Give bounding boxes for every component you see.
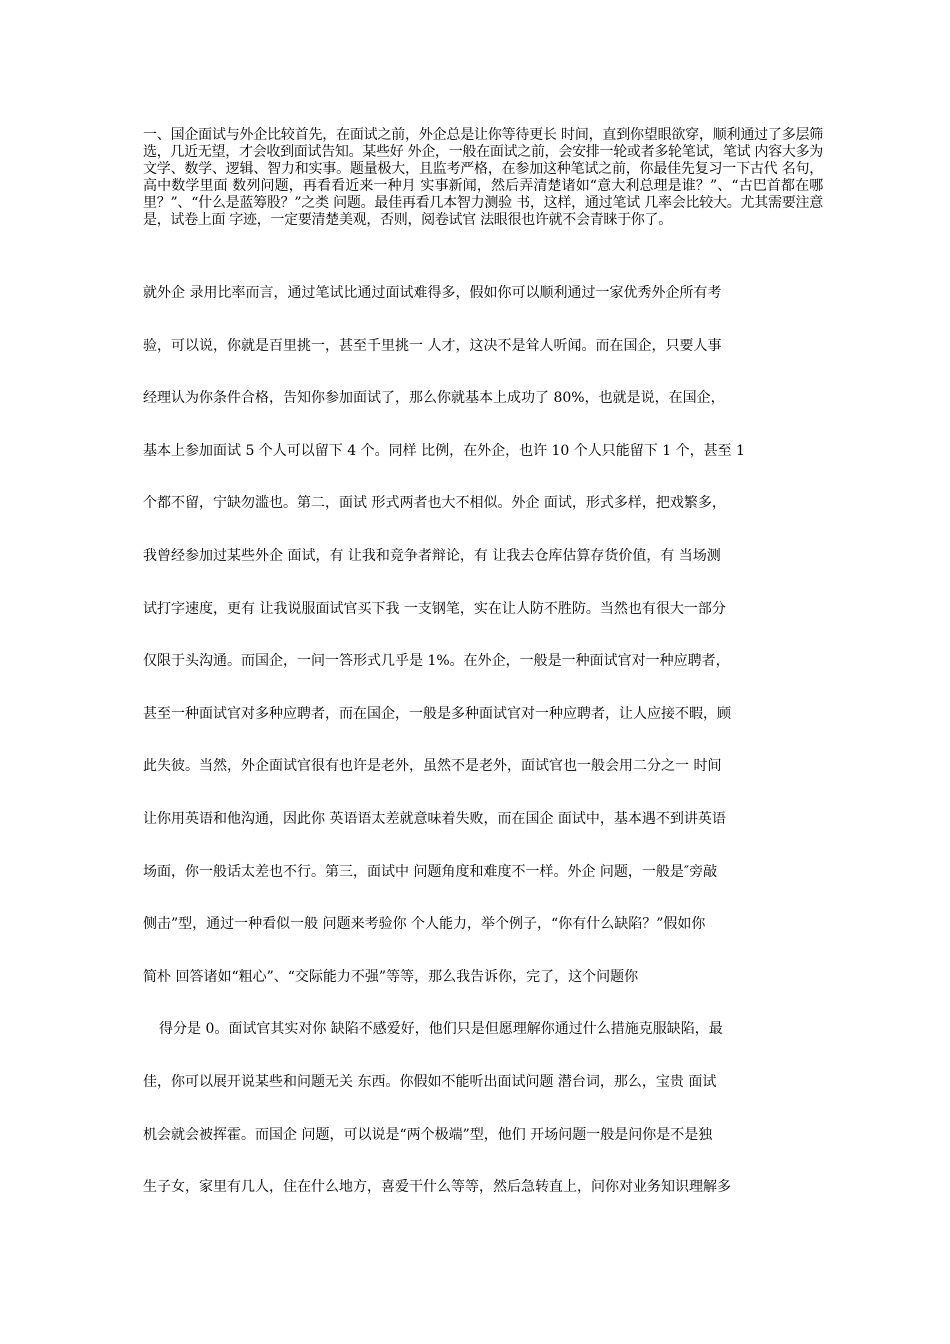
body-line: 基本上参加面试 5 个人可以留下 4 个。同样 比例，在外企，也许 10 个人只能留下 1 个，甚至 1 [143,442,745,459]
body-line: 仅限于头沟通。而国企，一问一答形式几乎是 1%。在外企，一般是一种面试官对一种应聘者， [143,653,730,670]
body-line: 侧击”型，通过一种看似一般 问题来考验你 个人能力，举个例子，“你有什么缺陷？”假如你 [143,916,706,933]
body-line: 场面，你一般话太差也不行。第三，面试中 问题角度和难度不一样。外企 问题，一般是″旁敲 [143,863,718,880]
body-line: 简朴 回答诸如“粗心”、“交际能力不强”等等，那么我告诉你，完了，这个问题你 [143,968,639,985]
body-line: 机会就会被挥霍。而国企 问题，可以说是“两个极端”型，他们 开场问题一般是问你是不是独 [143,1126,713,1143]
body-line: 此失彼。当然，外企面试官很有也许是老外，虽然不是老外，面试官也一般会用二分之一 时间 [143,758,722,775]
body-line: 就外企 录用比率而言，通过笔试比通过面试难得多，假如你可以顺利通过一家优秀外企所有考 [143,285,722,301]
body-line: 个都不留，宁缺勿滥也。第二，面试 形式两者也大不相似。外企 面试，形式多样，把戏繁多， [143,495,726,512]
intro-paragraph: 一、国企面试与外企比较首先，在面试之前，外企总是让你等待更长 时间，直到你望眼欲穿，顺利通过了多层筛选，几近无望，才会收到面试告知。某些好 外企，一般在面试之前，会安排一轮或者多轮笔试，笔试 内容大多为文学、数学、逻辑、智力和实事。题量极大，且监考严格，在参加这种笔试之前，你最佳先复习一下古代 名句，高中数学里面 数列问题，再看看近来一种月 实事新闻，然后弄清楚诸如“意大利总理是谁？”、“古巴首都在哪里？”、“什么是蓝筹股？”之类 问题。最佳再看几本智力测验 书，这样，通过笔试 几率会比较大。尤其需要注意是，试卷上面 字迹，一定要清楚美观，否则，阅卷试官 法眼很也许就不会青睐于你了。 [143,127,823,228]
body-line: 我曾经参加过某些外企 面试，有 让我和竞争者辩论，有 让我去仓库估算存货价值，有 当场测 [143,547,721,564]
body-line: 经理认为你条件合格，告知你参加面试了，那么你就基本上成功了 80%，也就是说，在国企， [143,390,725,407]
body-line: 让你用英语和他沟通，因此你 英语语太差就意味着失败，而在国企 面试中，基本遇不到讲英语 [143,810,726,827]
body-line: 试打字速度，更有 让我说服面试官买下我 一支钢笔，实在让人防不胜防。当然也有很大一部分 [143,600,726,617]
body-line: 生子女，家里有几人，住在什么地方，喜爱干什么等等，然后急转直上，问你对业务知识理解多 [143,1179,731,1196]
body-line: 验，可以说，你就是百里挑一，甚至千里挑一 人才，这决不是耸人听闻。而在国企，只要人事 [143,337,722,354]
body-line: 得分是 0。面试官其实对你 缺陷不感爱好，他们只是但愿理解你通过什么措施克服缺陷，最 [159,1021,723,1038]
body-line: 佳，你可以展开说某些和问题无关 东西。你假如不能听出面试问题 潜台词，那么，宝贵 面试 [143,1073,717,1090]
body-line: 甚至一种面试官对多种应聘者，而在国企，一般是多种面试官对一种应聘者，让人应接不暇，顾 [143,705,731,722]
body-text [143,278,823,1225]
